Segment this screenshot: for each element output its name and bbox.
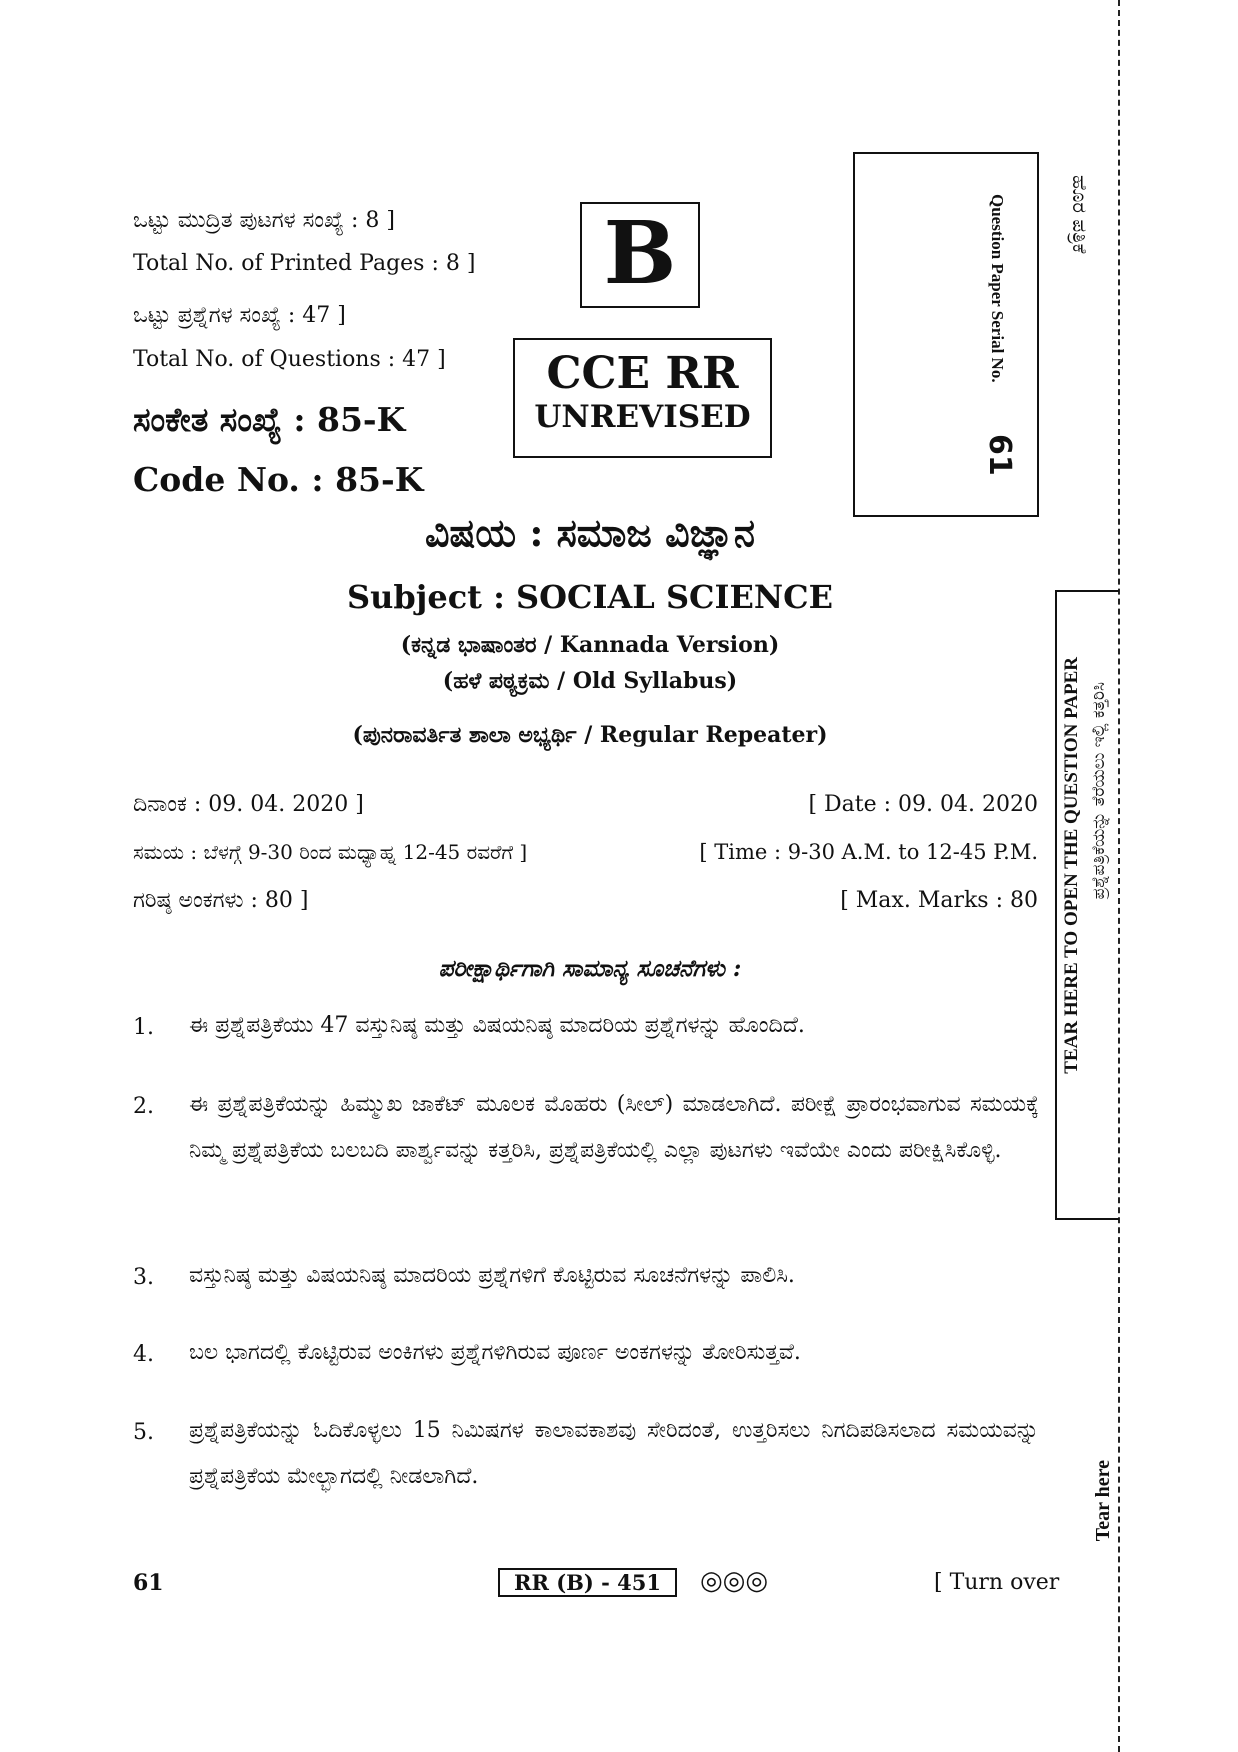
item-number: 5. (133, 1420, 154, 1445)
version-letter: B (603, 203, 677, 304)
item-number: 3. (133, 1265, 154, 1290)
subject-kn: ವಿಷಯ : ಸಮಾಜ ವಿಜ್ಞಾನ (425, 510, 755, 555)
turn-over-label: [ Turn over (934, 1570, 1060, 1595)
questions-kn: ಒಟ್ಟು ಪ್ರಶ್ನೆಗಳ ಸಂಖ್ಯೆ : 47 ] (133, 303, 346, 328)
item-number: 2. (133, 1094, 154, 1119)
date-en: [ Date : 09. 04. 2020 (808, 792, 1038, 817)
serial-box (853, 152, 1039, 517)
instructions-title: ಪರೀಕ್ಷಾರ್ಥಿಗಾಗಿ ಸಾಮಾನ್ಯ ಸೂಚನೆಗಳು : (438, 955, 742, 982)
date-kn: ದಿನಾಂಕ : 09. 04. 2020 ] (133, 792, 364, 817)
item-text: ಪ್ರಶ್ನೆಪತ್ರಿಕೆಯನ್ನು ಓದಿಕೊಳ್ಳಲು 15 ನಿಮಿಷಗಳ ಕಾಲಾವಕಾಶವು ಸೇರಿದಂತೆ, ಉತ್ತರಿಸಲು ನಿಗದಿಪಡಿಸಲಾದ ಸಮಯವನ್ನು ಪ್ರಶ್ನೆಪತ್ರಿಕೆಯ ಮೇಲ್ಭಾಗದಲ್ಲಿ ನೀಡಲಾಗಿದೆ. (189, 1418, 1039, 1489)
serial-label: Question Paper Serial No. (988, 194, 1007, 383)
printed-pages-kn: ಒಟ್ಟು ಮುದ್ರಿತ ಪುಟಗಳ ಸಂಖ್ಯೆ : 8 ] (133, 208, 395, 233)
time-kn: ಸಮಯ : ಬೆಳಗ್ಗೆ 9-30 ರಿಂದ ಮಧ್ಯಾಹ್ನ 12-45 ರವರೆಗೆ ] (133, 840, 528, 864)
tear-label-kn: ಪ್ರಶ್ನೆಪತ್ರಿಕೆಯನ್ನು ತೆರೆಯಲು ಇಲ್ಲಿ ಕತ್ತರಿಸಿ (1089, 682, 1109, 900)
code-kn: ಸಂಕೇತ ಸಂಖ್ಯೆ : 85-K (133, 400, 406, 439)
cover-label-kn: ಹೊರ ಪತ್ರಿಕೆ (1068, 175, 1092, 254)
footer-code: RR (B) - 451 (498, 1568, 677, 1597)
printed-pages-en: Total No. of Printed Pages : 8 ] (133, 251, 476, 276)
syllabus-line: (ಹಳೆ ಪಠ್ಯಕ್ರಮ / Old Syllabus) (442, 668, 738, 694)
version-box (580, 202, 700, 308)
item-number: 1. (133, 1015, 154, 1040)
marks-en: [ Max. Marks : 80 (840, 888, 1038, 913)
version-line: (ಕನ್ನಡ ಭಾಷಾಂತರ / Kannada Version) (400, 632, 780, 658)
serial-no: 61 (982, 434, 1017, 476)
item-text: ಈ ಪ್ರಶ್ನೆಪತ್ರಿಕೆಯು 47 ವಸ್ತುನಿಷ್ಠ ಮತ್ತು ವಿಷಯನಿಷ್ಠ ಮಾದರಿಯ ಪ್ರಶ್ನೆಗಳನ್ನು ಹೊಂದಿದೆ. (189, 1013, 805, 1038)
item-text: ವಸ್ತುನಿಷ್ಠ ಮತ್ತು ವಿಷಯನಿಷ್ಠ ಮಾದರಿಯ ಪ್ರಶ್ನೆಗಳಿಗೆ ಕೊಟ್ಟಿರುವ ಸೂಚನೆಗಳನ್ನು ಪಾಲಿಸಿ. (189, 1263, 795, 1288)
code-en: Code No. : 85-K (133, 460, 424, 499)
subject-en: Subject : SOCIAL SCIENCE (347, 578, 833, 616)
footer-symbol: ◎◎◎ (700, 1566, 769, 1596)
footer-serial: 61 (133, 1570, 164, 1596)
time-en: [ Time : 9-30 A.M. to 12-45 P.M. (699, 840, 1038, 864)
marks-kn: ಗರಿಷ್ಠ ಅಂಕಗಳು : 80 ] (133, 888, 309, 913)
item-number: 4. (133, 1342, 154, 1367)
item-text: ಈ ಪ್ರಶ್ನೆಪತ್ರಿಕೆಯನ್ನು ಹಿಮ್ಮುಖ ಜಾಕೆಟ್ ಮೂಲಕ ಮೊಹರು (ಸೀಲ್) ಮಾಡಲಾಗಿದೆ. ಪರೀಕ್ಷೆ ಪ್ರಾರಂಭವಾಗುವ ಸಮಯಕ್ಕೆ ನಿಮ್ಮ ಪ್ರಶ್ನೆಪತ್ರಿಕೆಯ ಬಲಬದಿ ಪಾರ್ಶ್ವವನ್ನು ಕತ್ತರಿಸಿ, ಪ್ರಶ್ನೆಪತ್ರಿಕೆಯಲ್ಲಿ ಎಲ್ಲಾ ಪುಟಗಳು ಇವೆಯೇ ಎಂದು ಪರೀಕ್ಷಿಸಿಕೊಳ್ಳಿ. (189, 1092, 1039, 1163)
candidate-line: (ಪುನರಾವರ್ತಿತ ಶಾಲಾ ಅಭ್ಯರ್ಥಿ / Regular Repeater) (352, 722, 828, 748)
scheme: CCE RR (546, 348, 739, 399)
scheme-box (513, 338, 772, 458)
questions-en: Total No. of Questions : 47 ] (133, 347, 446, 372)
scheme-sub: UNREVISED (534, 399, 751, 435)
tear-here-label: Tear here (1092, 1460, 1114, 1542)
tear-label-en: TEAR HERE TO OPEN THE QUESTION PAPER (1061, 657, 1082, 1074)
item-text: ಬಲ ಭಾಗದಲ್ಲಿ ಕೊಟ್ಟಿರುವ ಅಂಕಿಗಳು ಪ್ರಶ್ನೆಗಳಿಗಿರುವ ಪೂರ್ಣ ಅಂಕಗಳನ್ನು ತೋರಿಸುತ್ತವೆ. (189, 1340, 801, 1365)
